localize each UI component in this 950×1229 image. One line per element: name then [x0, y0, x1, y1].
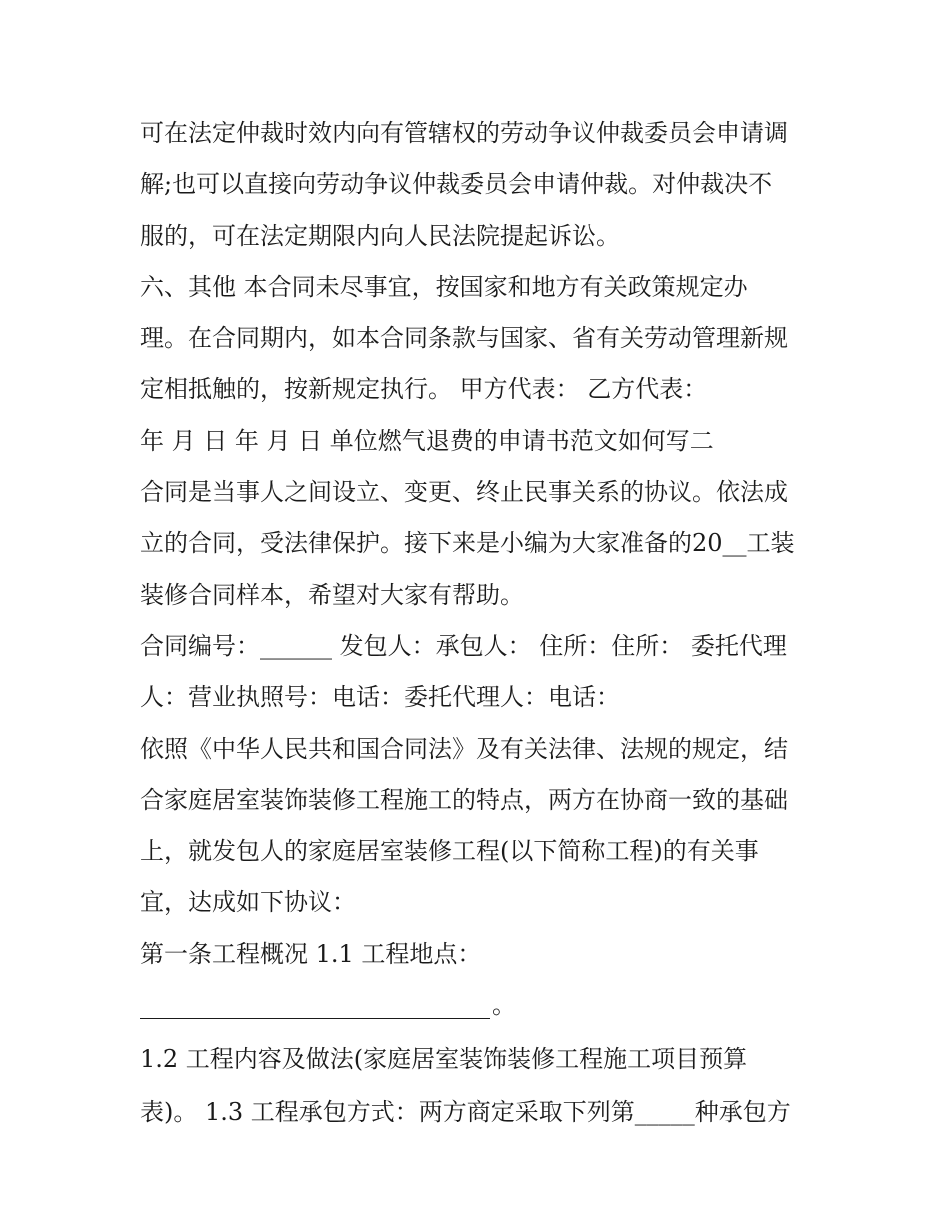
text-line: 表)。 1.3 工程承包方式：两方商定采取下列第_____种承包方: [140, 1098, 791, 1127]
text-line: 解;也可以直接向劳动争议仲裁委员会申请仲裁。对仲裁决不: [140, 170, 773, 199]
text-line: 年 月 日 年 月 日 单位燃气退费的申请书范文如何写二: [140, 426, 714, 455]
fill-in-underline: [140, 1018, 490, 1019]
text-line: 合同是当事人之间设立、变更、终止民事关系的协议。依法成: [140, 478, 788, 507]
text-line: 装修合同样本，希望对大家有帮助。: [140, 580, 524, 609]
text-line: 服的，可在法定期限内向人民法院提起诉讼。: [140, 221, 620, 250]
text-line: 上，就发包人的家庭居室装修工程(以下简称工程)的有关事: [140, 837, 759, 866]
text-line: 人：营业执照号：电话：委托代理人：电话：: [140, 683, 620, 712]
text-line: 定相抵触的，按新规定执行。 甲方代表： 乙方代表：: [140, 375, 708, 404]
text-line: 1.2 工程内容及做法(家庭居室装饰装修工程施工项目预算: [140, 1045, 748, 1074]
document-body: [140, 108, 820, 1139]
text-line: 立的合同，受法律保护。接下来是小编为大家准备的20__工装: [140, 529, 795, 558]
text-line: 六、其他 本合同未尽事宜，按国家和地方有关政策规定办: [140, 272, 748, 301]
text-line: 第一条工程概况 1.1 工程地点：: [140, 939, 482, 968]
address-blank-line: [140, 980, 820, 1031]
text-line: 理。在合同期内，如本合同条款与国家、省有关劳动管理新规: [140, 324, 788, 353]
text-line: 合家庭居室装饰装修工程施工的特点，两方在协商一致的基础: [140, 785, 788, 814]
text-line: 可在法定仲裁时效内向有管辖权的劳动争议仲裁委员会申请调: [140, 119, 788, 147]
text-line: 依照《中华人民共和国合同法》及有关法律、法规的规定，结: [140, 734, 788, 763]
text-line: 合同编号：______ 发包人：承包人： 住所：住所： 委托代理: [140, 631, 787, 660]
blank-line-period: 。: [492, 991, 516, 1020]
text-line: 宜，达成如下协议：: [140, 888, 356, 917]
